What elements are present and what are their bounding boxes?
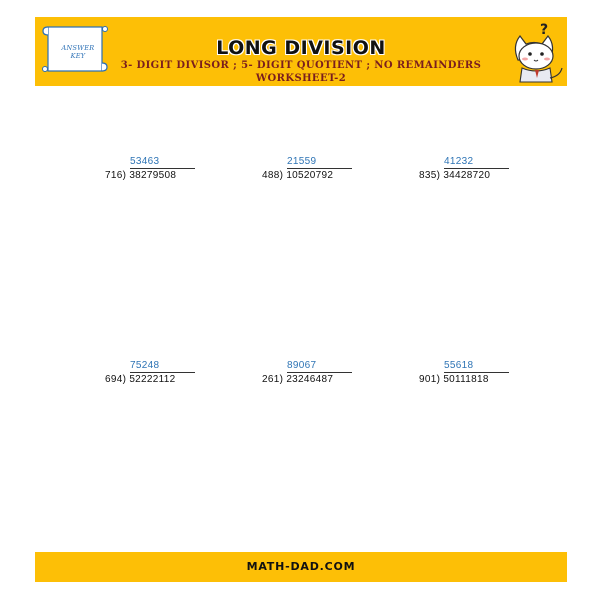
footer-banner	[35, 552, 567, 582]
problem-line	[419, 374, 489, 385]
quotient: 41232	[444, 156, 474, 167]
division-problem-5	[262, 360, 362, 390]
problem-line	[262, 374, 333, 385]
problem-line	[105, 170, 176, 181]
divisor: 835	[419, 170, 437, 181]
header-banner	[35, 17, 567, 86]
division-bracket: )	[122, 374, 130, 385]
cat-mascot-icon	[510, 20, 566, 84]
problem-line	[105, 374, 175, 385]
divisor: 261	[262, 374, 280, 385]
dividend: 10520792	[286, 170, 334, 181]
quotient: 55618	[444, 360, 474, 371]
dividend: 38279508	[129, 170, 177, 181]
divisor: 901	[419, 374, 437, 385]
answer-key-line1: ANSWER	[61, 44, 95, 52]
division-problem-1	[105, 156, 205, 186]
division-bar	[444, 372, 509, 373]
dividend: 52222112	[129, 374, 176, 385]
division-problem-3	[419, 156, 519, 186]
division-bar	[287, 372, 352, 373]
division-bracket: )	[279, 374, 287, 385]
quotient: 75248	[130, 360, 160, 371]
division-problem-6	[419, 360, 519, 390]
division-bracket: )	[122, 170, 130, 181]
problem-line	[262, 170, 333, 181]
problem-line	[419, 170, 490, 181]
page-subtitle: 3- DIGIT DIVISOR ; 5- DIGIT QUOTIENT ; NO REMAINDERS	[120, 60, 482, 71]
division-problem-2	[262, 156, 362, 186]
quotient: 53463	[130, 156, 160, 167]
division-bar	[287, 168, 352, 169]
quotient: 89067	[287, 360, 317, 371]
dividend: 34428720	[443, 170, 491, 181]
worksheet-label: WORKSHEET-2	[255, 73, 347, 84]
division-bracket: )	[436, 170, 444, 181]
division-problem-4	[105, 360, 205, 390]
answer-key-line2: KEY	[70, 52, 86, 60]
division-bar	[130, 372, 195, 373]
divisor: 488	[262, 170, 280, 181]
divisor: 694	[105, 374, 123, 385]
page-title: LONG DIVISION	[216, 37, 386, 59]
svg-text:?: ?	[540, 22, 549, 38]
division-bar	[444, 168, 509, 169]
divisor: 716	[105, 170, 123, 181]
site-link[interactable]: MATH-DAD.COM	[246, 560, 356, 573]
division-bracket: )	[436, 374, 444, 385]
quotient: 21559	[287, 156, 317, 167]
dividend: 23246487	[286, 374, 334, 385]
dividend: 50111818	[443, 374, 489, 385]
division-bar	[130, 168, 195, 169]
division-bracket: )	[279, 170, 287, 181]
